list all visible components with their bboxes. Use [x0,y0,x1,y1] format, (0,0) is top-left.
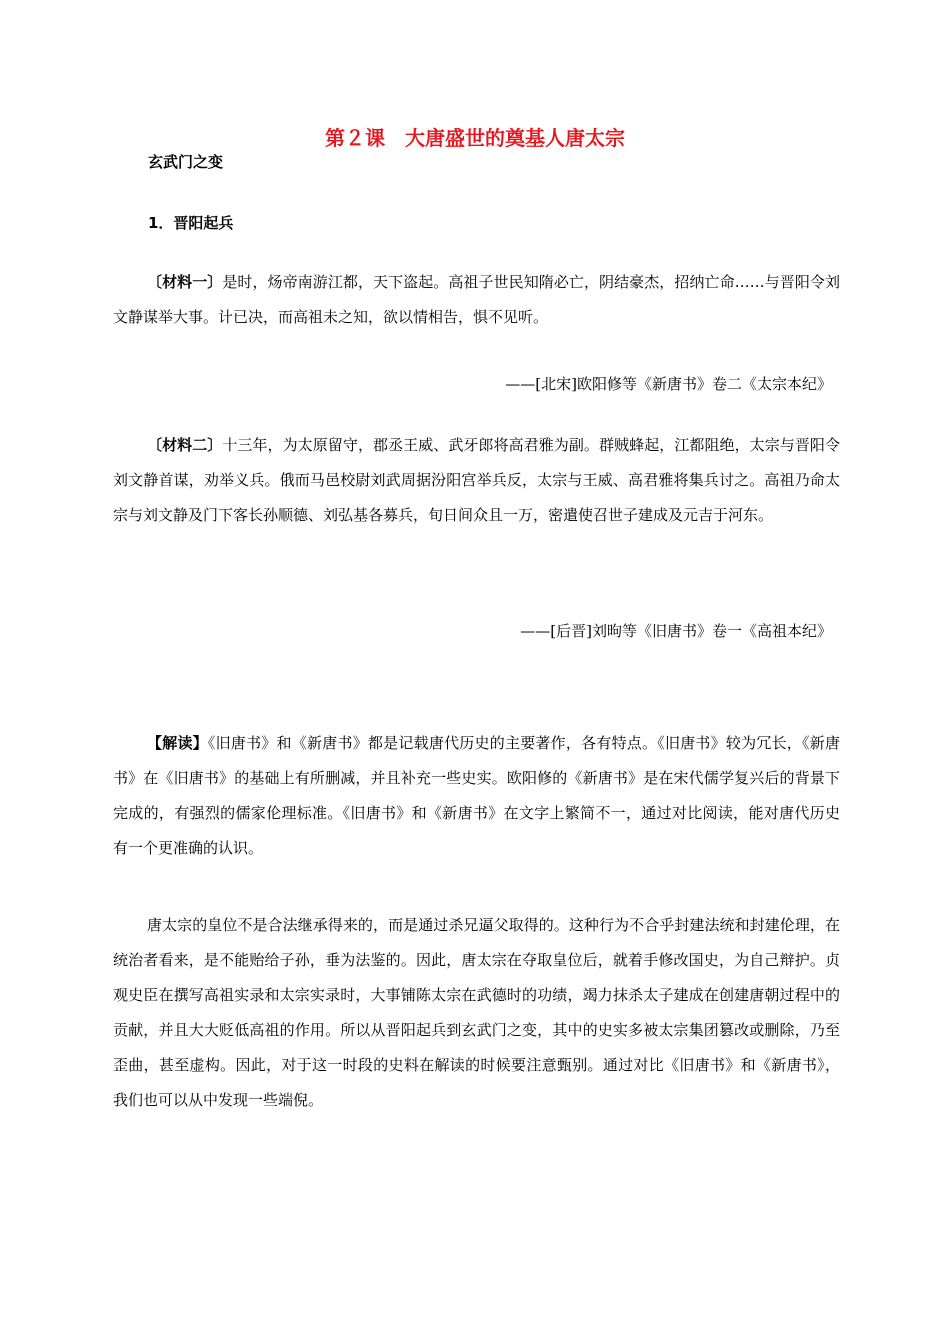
material-two-label: 〔材料二〕 [147,436,223,454]
interpretation-text: 《旧唐书》和《新唐书》都是记载唐代历史的主要著作，各有特点。《旧唐书》较为冗长，《新唐书》在《旧唐书》的基础上有所删减，并且补充一些史实。欧阳修的《新唐书》是在宋代儒学复兴后的背景下完成的，有强烈的儒家伦理标准。《旧唐书》和《新唐书》在文字上繁简不一，通过对比阅读，能对唐代历史有一个更准确的认识。 [113,734,840,857]
material-one-source: ——[北宋]欧阳修等《新唐书》卷二《太宗本纪》 [505,375,832,393]
material-one-paragraph [113,265,840,335]
material-one-text: 是时，炀帝南游江都，天下盗起。高祖子世民知隋必亡，阴结豪杰，招纳亡命……与晋阳令刘文静谋举大事。计已决，而高祖未之知，欲以情相告，惧不见听。 [113,273,840,326]
interpretation-label: 【解读】 [147,734,208,752]
analysis-paragraph: 唐太宗的皇位不是合法继承得来的，而是通过杀兄逼父取得的。这种行为不合乎封建法统和封建伦理，在统治者看来，是不能贻给子孙，垂为法鉴的。因此，唐太宗在夺取皇位后，就着手修改国史，为自己辩护。贞观史臣在撰写高祖实录和太宗实录时，大事铺陈太宗在武德时的功绩，竭力抹杀太子建成在创建唐朝过程中的贡献，并且大大贬低高祖的作用。所以从晋阳起兵到玄武门之变，其中的史实多被太宗集团篡改或删除，乃至歪曲，甚至虚构。因此，对于这一时段的史料在解读的时候要注意甄别。通过对比《旧唐书》和《新唐书》，我们也可以从中发现一些端倪。 [113,916,840,1109]
material-two-text: 十三年，为太原留守，郡丞王威、武牙郎将高君雅为副。群贼蜂起，江都阻绝，太宗与晋阳令刘文静首谋，劝举义兵。俄而马邑校尉刘武周据汾阳宫举兵反，太宗与王威、高君雅将集兵讨之。高祖乃命太宗与刘文静及门下客长孙顺德、刘弘基各募兵，旬日间众且一万，密遣使召世子建成及元吉于河东。 [113,436,840,524]
material-two-paragraph [113,428,840,533]
lesson-title: 第２课 大唐盛世的奠基人唐太宗 [325,126,625,150]
material-one-label: 〔材料一〕 [147,273,223,291]
interpretation-paragraph [113,726,840,866]
subsection-heading: 1．晋阳起兵 [148,214,234,232]
material-two-source: ——[后晋]刘昫等《旧唐书》卷一《高祖本纪》 [520,622,832,640]
section-heading: 玄武门之变 [148,153,224,171]
